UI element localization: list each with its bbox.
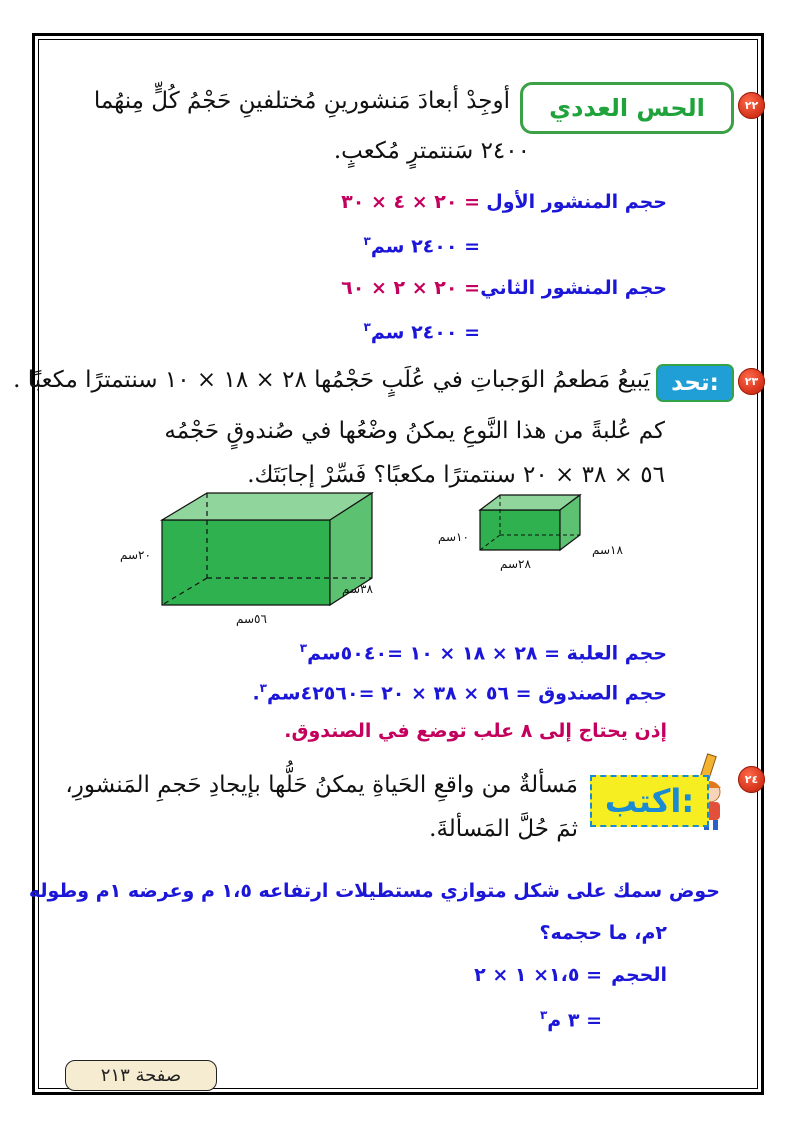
number-sense-tag: الحس العددي — [520, 82, 734, 134]
page-number-label: صفحة ٢١٣ — [65, 1060, 217, 1091]
q22-answer-label-3: حجم المنشور الثاني — [480, 277, 667, 299]
q24-answer-result: = ٣ م$^٣$ — [539, 1008, 602, 1032]
q23-text-line2: كم عُلبةً من هذا النَّوعِ يمكنُ وضْعُها في صُندوقٍ حَجْمُه — [164, 418, 665, 444]
q24-text-line1: مَسألةٌ من واقعِ الحَياةِ يمكنُ حَلُّها بإيجادِ حَجمِ المَنشورِ، — [65, 772, 578, 798]
q22-text-line1: أوجِدْ أبعادَ مَنشورينِ مُختلفينِ حَجْمُ كُلٍّ مِنهُما — [93, 88, 510, 114]
q23-text-line1: يَبيعُ مَطعمُ الوَجباتِ في عُلَبٍ حَجْمُها ٢٨ × ١٨ × ١٠ سنتمترًا مكعبًا . — [13, 367, 650, 393]
q24-text-line2: ثمَ حُلَّ المَسألةَ. — [429, 816, 578, 842]
large-box-height-label: ٢٠سم — [120, 548, 151, 562]
write-tag: اكتب: — [590, 775, 709, 827]
small-box-depth-label: ١٨سم — [592, 543, 623, 557]
q24-answer-expr: = ١،٥× ١ × ٢ — [474, 964, 602, 986]
q23-answer-conclusion: إذن يحتاج إلى ٨ علب توضع في الصندوق. — [284, 720, 667, 742]
q22-answer-expr-4: = ٢٤٠٠ سم$^٣$ — [363, 320, 480, 344]
q22-answer-expr-3: = ٢٠ × ٢ × ٦٠ — [341, 277, 480, 299]
q23-answer-line2: حجم الصندوق = ٥٦ × ٣٨ × ٢٠ =٤٢٥٦٠سم$^٣$. — [252, 681, 667, 705]
question-number-24: ٢٤ — [738, 766, 765, 793]
q22-answer-expr-1: = ٢٠ × ٤ × ٣٠ — [341, 191, 480, 213]
small-box-height-label: ١٠سم — [438, 530, 469, 544]
challenge-tag: تحد: — [656, 364, 734, 402]
large-box-depth-label: ٣٨سم — [342, 582, 373, 596]
q24-answer-label: الحجم — [611, 964, 667, 986]
question-number-22: ٢٢ — [738, 92, 765, 119]
large-box-width-label: ٥٦سم — [236, 612, 267, 626]
q22-answer-expr-2: = ٢٤٠٠ سم$^٣$ — [363, 234, 480, 258]
question-number-23: ٢٣ — [738, 368, 765, 395]
q23-answer-line1: حجم العلبة = ٢٨ × ١٨ × ١٠ =٥٠٤٠سم$^٣$ — [299, 641, 667, 665]
q22-text-line2: ٢٤٠٠ سَنتمترٍ مُكعبٍ. — [333, 138, 530, 164]
small-box-figure — [470, 492, 585, 554]
q22-answer-label-1: حجم المنشور الأول — [486, 191, 667, 213]
q23-text-line3: ٥٦ × ٣٨ × ٢٠ سنتمترًا مكعبًا؟ فَسِّرْ إجابَتَك. — [247, 462, 665, 488]
q24-answer-line1: حوض سمك على شكل متوازي مستطيلات ارتفاعه ١،٥ م وعرضه ١م وطوله — [28, 880, 720, 902]
small-box-width-label: ٢٨سم — [500, 557, 531, 571]
q24-answer-line2: ٢م، ما حجمه؟ — [539, 922, 667, 944]
